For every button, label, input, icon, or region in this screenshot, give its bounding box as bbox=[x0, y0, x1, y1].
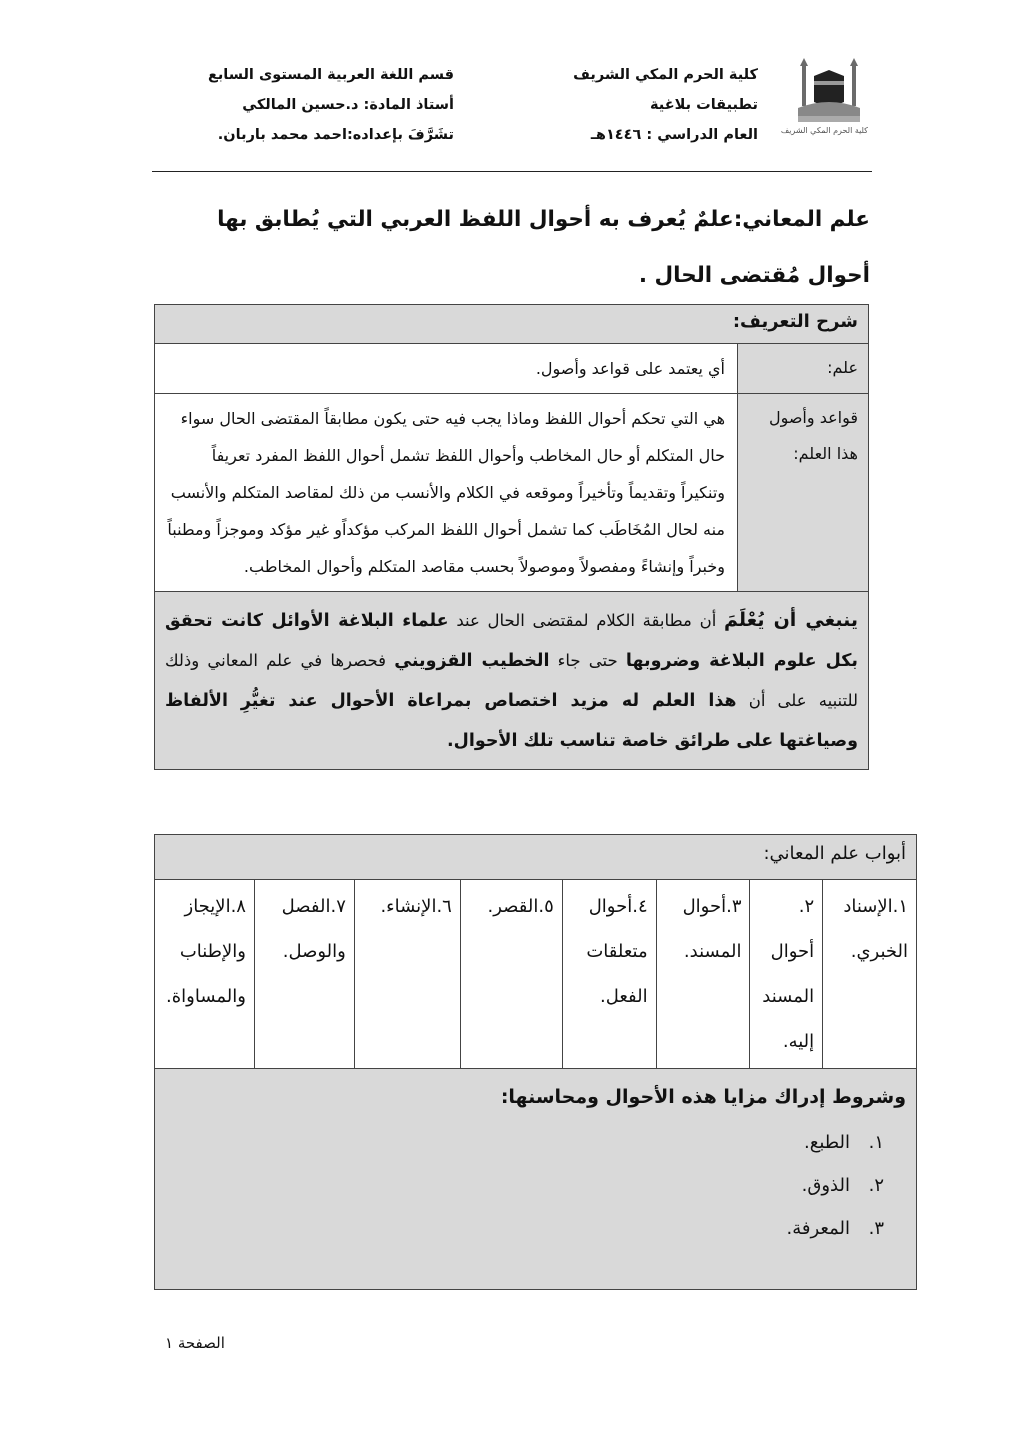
note-emphasis-start: ينبغي أن يُعْلَمَ bbox=[724, 609, 858, 631]
department-level: قسم اللغة العربية المستوى السابع bbox=[207, 67, 454, 83]
college-name: كلية الحرم المكي الشريف bbox=[573, 67, 758, 83]
chapter-item: ٥.القصر. bbox=[460, 880, 562, 1069]
condition-item bbox=[165, 1207, 884, 1250]
header-divider bbox=[152, 171, 872, 172]
instructor: أستاذ المادة: د.حسين المالكي bbox=[242, 97, 454, 113]
course-name: تطبيقات بلاغية bbox=[650, 97, 758, 113]
condition-number: ٢. bbox=[868, 1175, 884, 1196]
chapter-item: ١.الإسناد الخبري. bbox=[823, 880, 917, 1069]
condition-item bbox=[165, 1164, 884, 1207]
note-text-3: فحصرها في علم المعاني وذلك للتنبيه على أن bbox=[165, 651, 858, 710]
logo-caption: كلية الحرم المكي الشريف bbox=[780, 126, 868, 135]
header-college-info bbox=[560, 60, 758, 150]
condition-text: الذوق. bbox=[801, 1175, 850, 1196]
note-paragraph bbox=[155, 592, 869, 770]
chapters-table bbox=[154, 834, 917, 1290]
row-label-ilm: علم: bbox=[738, 344, 869, 394]
row-label-rules: قواعد وأصول هذا العلم: bbox=[738, 394, 869, 592]
header-department-info bbox=[200, 60, 454, 150]
note-bold-2: هذا العلم له مزيد اختصاص بمراعاة الأحوال عند تغيُّرِ الألفاظ وصياغتها على طرائق خاصة تناسب تلك الأحوال. bbox=[165, 691, 858, 751]
condition-text: المعرفة. bbox=[786, 1218, 850, 1239]
conditions-title: وشروط إدراك مزايا هذه الأحوال ومحاسنها: bbox=[500, 1086, 906, 1108]
conditions-section bbox=[155, 1069, 917, 1290]
chapter-item: ٨.الإيجاز والإطناب والمساواة. bbox=[155, 880, 255, 1069]
explanation-table bbox=[154, 304, 869, 770]
explanation-title: شرح التعريف: bbox=[155, 305, 869, 344]
chapter-item: ٦.الإنشاء. bbox=[354, 880, 460, 1069]
condition-item bbox=[165, 1121, 884, 1164]
kaaba-logo-icon bbox=[780, 56, 868, 142]
chapter-item: ٤.أحوال متعلقات الفعل. bbox=[562, 880, 656, 1069]
conditions-list bbox=[165, 1121, 906, 1250]
definition-heading: علم المعاني:علمٌ يُعرف به أحوال اللفظ العربي التي يُطابق بها أحوال مُقتضى الحال . bbox=[217, 207, 870, 288]
condition-number: ١. bbox=[868, 1132, 884, 1153]
row-text-rules: هي التي تحكم أحوال اللفظ وماذا يجب فيه حتى يكون مطابقاً المقتضى الحال سواء حال المتكلم أو حال المخاطب وأحوال اللفظ تشمل أحوال اللفظ المفرد تعريفاً وتنكيراً وتقديماً وتأخيراً وموقعه في الكلام والأنسب من ذلك لمقاصد المتكلم والأنسب منه لحال المُخَاطَب كما تشمل أحوال اللفظ المركب مؤكداًو غير مؤكد وموجزاً ومطنباً وخبراً وإنشاءً ومفصولاً وموصولاً بحسب مقاصد المتكلم وأحوال المخاطب. bbox=[155, 394, 738, 592]
chapter-item: ٢. أحوال المسند إليه. bbox=[750, 880, 823, 1069]
prepared-by: تشَرَّفَ بإعداده:احمد محمد باربان. bbox=[217, 127, 454, 143]
note-bold-qazwini: الخطيب القزويني bbox=[394, 651, 550, 671]
chapter-item: ٧.الفصل والوصل. bbox=[254, 880, 354, 1069]
note-text-1: أن مطابقة الكلام لمقتضى الحال عند bbox=[448, 611, 724, 630]
row-text-ilm: أي يعتمد على قواعد وأصول. bbox=[155, 344, 738, 394]
condition-text: الطبع. bbox=[804, 1132, 850, 1153]
note-text-2: حتى جاء bbox=[549, 651, 626, 670]
academic-year: العام الدراسي : ١٤٤٦هـ bbox=[590, 127, 758, 143]
chapter-item: ٣.أحوال المسند. bbox=[656, 880, 750, 1069]
page-number: الصفحة ١ bbox=[165, 1334, 225, 1352]
note-bold-1: علماء البلاغة الأوائل كانت تحقق بكل علوم البلاغة وضروبها bbox=[165, 611, 858, 671]
chapters-title: أبواب علم المعاني: bbox=[155, 835, 917, 880]
condition-number: ٣. bbox=[868, 1218, 884, 1239]
